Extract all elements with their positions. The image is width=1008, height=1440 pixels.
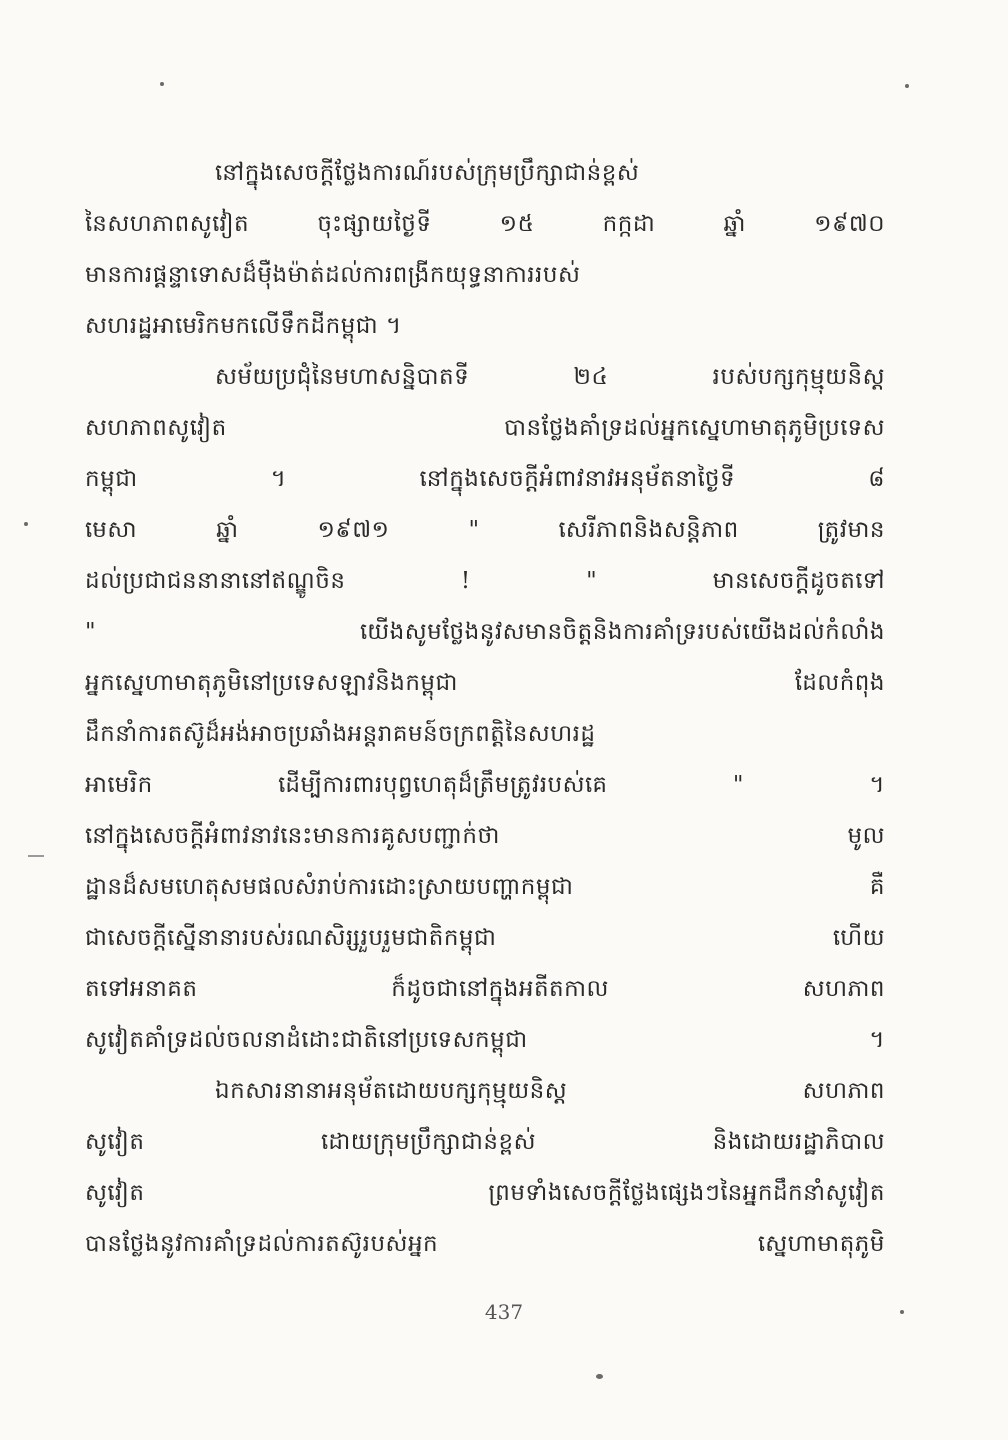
text-line: សូវៀតគាំទ្រដល់ចលនាដំដោះជាតិនៅប្រទេសកម្ពុជា ។ — [85, 1027, 885, 1053]
page-number: 437 — [484, 1300, 524, 1324]
text-line: ដឹកនាំការតស៊ូដ៏អង់អាចប្រឆាំងអន្តរាគមន៍ចក្រពត្តិនៃសហរដ្ឋ — [85, 721, 596, 747]
text-line: នៅក្នុងសេចក្តីអំពាវនាវនេះមានការគូសបញ្ជាក់ថា មូល — [85, 823, 885, 849]
text-line: " យើងសូមថ្លែងនូវសមានចិត្តនិងការគាំទ្ររបស់យើងដល់កំលាំង — [85, 619, 885, 645]
text-line: ដល់ប្រជាជននានានៅឥណ្ឌូចិន ! " មានសេចក្តីដូចតទៅ — [85, 568, 885, 594]
text-line: នៃសហភាពសូវៀត ចុះផ្សាយថ្ងៃទី ១៥ កក្កដា ឆ្នាំ ១៩៧០ — [85, 211, 885, 237]
text-line: តទៅអនាគត ក៏ដូចជានៅក្នុងអតីតកាល សហភាព — [85, 976, 885, 1002]
scan-speck — [905, 84, 909, 88]
text-line: ឯកសារនានាអនុម័តដោយបក្សកុម្មុយនិស្ត សហភាព — [215, 1078, 885, 1104]
text-line: សូវៀត ព្រមទាំងសេចក្តីថ្លែងផ្សេងៗនៃអ្នកដឹកនាំសូវៀត — [85, 1180, 885, 1206]
text-line: សហភាពសូវៀត បានថ្លែងគាំទ្រដល់អ្នកស្នេហាមាតុភូមិប្រទេស — [85, 415, 885, 441]
scan-edge-mark — [28, 855, 44, 857]
scan-speck — [900, 1310, 904, 1314]
text-line: បានថ្លែងនូវការគាំទ្រដល់ការតស៊ូរបស់អ្នក ស្នេហាមាតុភូមិ — [85, 1231, 885, 1257]
text-line: នៅក្នុងសេចក្តីថ្លែងការណ៍របស់ក្រុមប្រឹក្សាជាន់ខ្ពស់ — [215, 160, 640, 186]
text-line: ដ្ឋានដ៏សមហេតុសមផលសំរាប់ការដោះស្រាយបញ្ហាកម្ពុជា គឺ — [85, 874, 885, 900]
scan-speck — [596, 1374, 603, 1379]
text-line: សហរដ្ឋអាមេរិកមកលើទឹកដីកម្ពុជា ។ — [85, 313, 402, 339]
text-line: មានការផ្តន្ទាទោសដ៏មុឺងម៉ាត់ដល់ការពង្រីកយុទ្ធនាការរបស់ — [85, 262, 581, 288]
text-line: អាមេរិក ដើម្បីការពារបុព្វហេតុដ៏ត្រឹមត្រូវរបស់គេ " ។ — [85, 772, 885, 798]
body-text — [85, 148, 885, 1270]
text-line: មេសា ឆ្នាំ ១៩៧១ " សេរីភាពនិងសន្តិភាព ត្រូវមាន — [85, 517, 885, 543]
text-line: កម្ពុជា ។ នៅក្នុងសេចក្តីអំពាវនាវអនុម័តនាថ្ងៃទី ៨ — [85, 466, 885, 492]
scan-speck — [24, 522, 28, 526]
text-line: សូវៀត ដោយក្រុមប្រឹក្សាជាន់ខ្ពស់ និងដោយរដ្ឋាភិបាល — [85, 1129, 885, 1155]
text-line: ជាសេចក្តីស្នើនានារបស់រណសិរ្សរួបរួមជាតិកម្ពុជា ហើយ — [85, 925, 885, 951]
text-line: សម័យប្រជុំនៃមហាសន្និបាតទី ២៤ របស់បក្សកុម្មុយនិស្ត — [215, 364, 885, 390]
scan-speck — [160, 82, 164, 86]
text-line: អ្នកស្នេហាមាតុភូមិនៅប្រទេសឡាវនិងកម្ពុជា ដែលកំពុង — [85, 670, 885, 696]
